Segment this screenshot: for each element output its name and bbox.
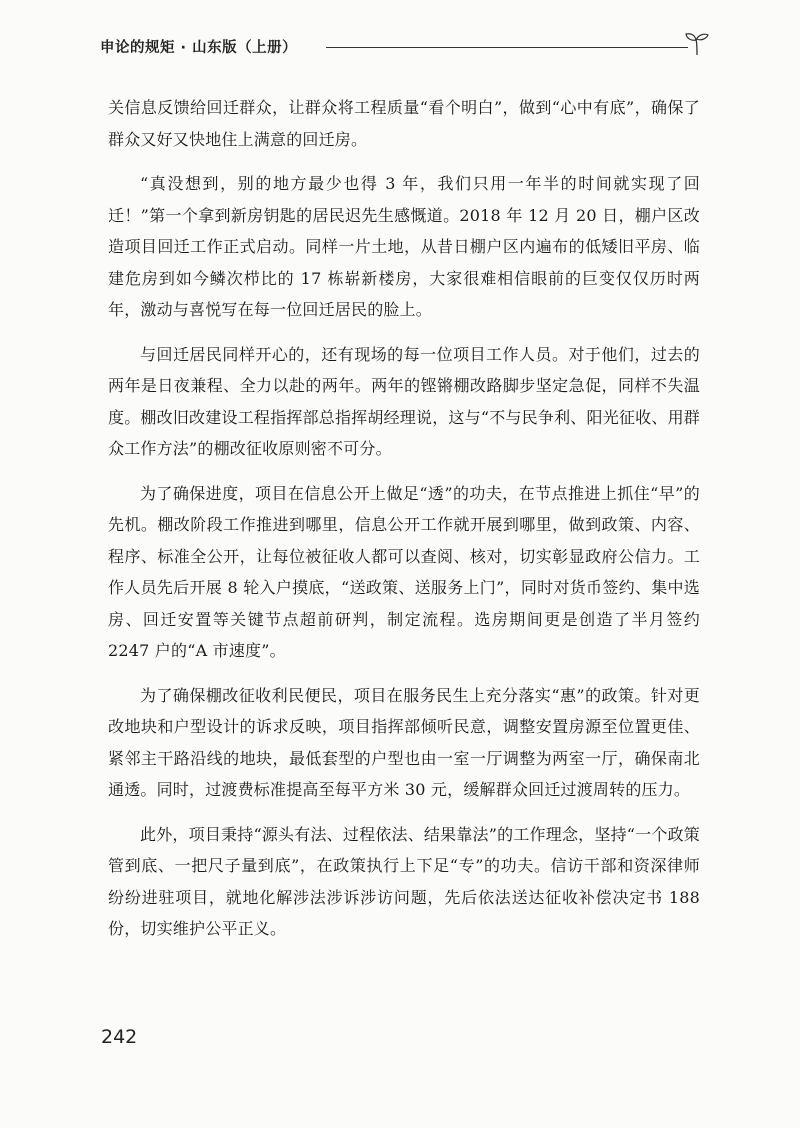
running-header [100, 30, 710, 60]
page-number: 242 [101, 1026, 138, 1048]
sprout-icon [684, 30, 710, 56]
paragraph: 此外，项目秉持“源头有法、过程依法、结果靠法”的工作理念，坚持“一个政策管到底、一把尺子量到底”，在政策执行上下足“专”的功夫。信访干部和资深律师纷纷进驻项目，就地化解涉法涉诉涉访问题，先后依法送达征收补偿决定书 188 份，切实维护公平正义。 [108, 824, 700, 938]
book-title: 申论的规矩 · 山东版（上册） [100, 40, 298, 56]
paragraph: 为了确保棚改征收利民便民，项目在服务民生上充分落实“惠”的政策。针对更改地块和户型设计的诉求反映，项目指挥部倾听民意，调整安置房源至位置更佳、紧邻主干路沿线的地块，最低套型的户型也由一室一厅调整为两室一厅，确保南北通透。同时，过渡费标准提高至每平方米 30 元，缓解群众回迁过渡周转的压力。 [108, 685, 700, 799]
paragraph: 关信息反馈给回迁群众，让群众将工程质量“看个明白”，做到“心中有底”，确保了群众又好又快地住上满意的回迁房。 [108, 98, 700, 149]
header-rule [326, 47, 688, 48]
body-text [108, 92, 700, 958]
paragraph: 与回迁居民同样开心的，还有现场的每一位项目工作人员。对于他们，过去的两年是日夜兼程、全力以赴的两年。两年的铿锵棚改路脚步坚定急促，同样不失温度。棚改旧改建设工程指挥部总指挥胡经理说，这与“不与民争利、阳光征收、用群众工作方法”的棚改征收原则密不可分。 [108, 344, 700, 458]
paragraph: “真没想到，别的地方最少也得 3 年，我们只用一年半的时间就实现了回迁！”第一个拿到新房钥匙的居民迟先生感慨道。2018 年 12 月 20 日，棚户区改造项目回迁工作正式启动。同样一片土地，从昔日棚户区内遍布的低矮旧平房、临建危房到如今鳞次栉比的 17 栋崭新楼房，大家很难相信眼前的巨变仅仅历时两年，激动与喜悦写在每一位回迁居民的脸上。 [108, 174, 700, 319]
paragraph: 为了确保进度，项目在信息公开上做足“透”的功夫，在节点推进上抓住“早”的先机。棚改阶段工作推进到哪里，信息公开工作就开展到哪里，做到政策、内容、程序、标准全公开，让每位被征收人都可以查阅、核对，切实彰显政府公信力。工作人员先后开展 8 轮入户摸底，“送政策、送服务上门”，同时对货币签约、集中选房、回迁安置等关键节点超前研判，制定流程。选房期间更是创造了半月签约 2247 户的“A 市速度”。 [108, 483, 700, 660]
